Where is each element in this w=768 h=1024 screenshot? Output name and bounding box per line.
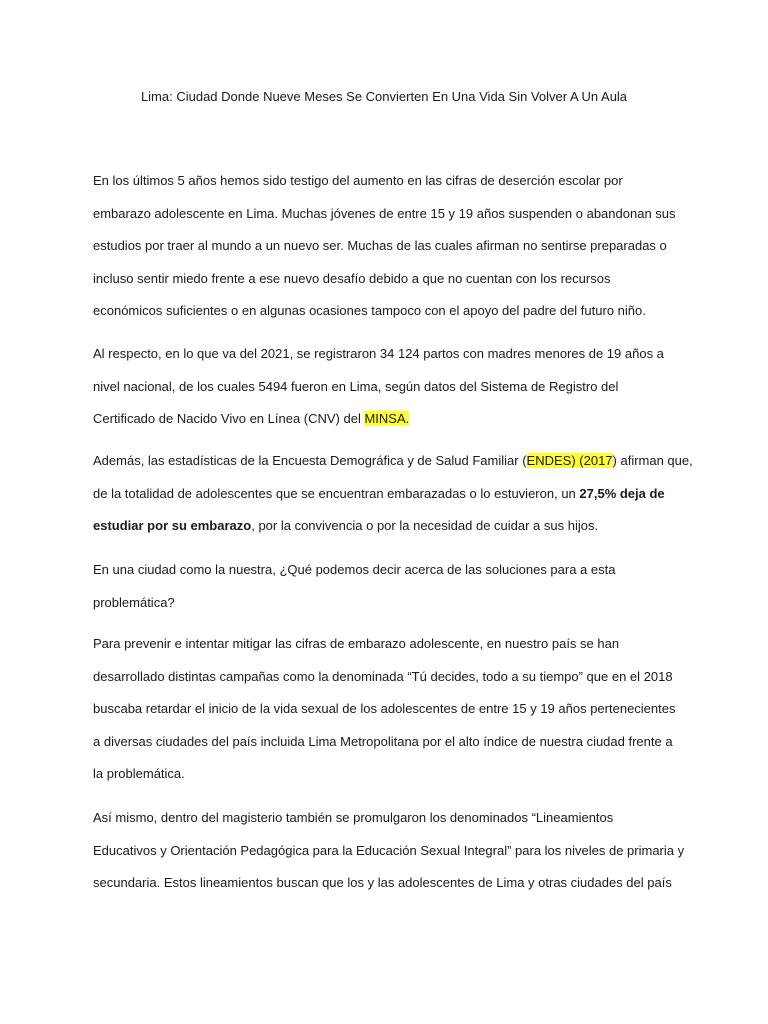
bold-statistic-continued: estudiar por su embarazo xyxy=(93,518,252,534)
paragraph-4 xyxy=(93,560,693,625)
paragraph-line: Así mismo, dentro del magisterio también se promulgaron los denominados “Lineamientos xyxy=(93,810,614,825)
paragraph-line xyxy=(93,451,693,484)
document-title: Lima: Ciudad Donde Nueve Meses Se Convierten En Una Vida Sin Volver A Un Aula xyxy=(140,89,628,104)
paragraph-line xyxy=(93,516,693,549)
paragraph-5 xyxy=(93,634,693,797)
paragraph-line: Educativos y Orientación Pedagógica para la Educación Sexual Integral” para los niveles de primaria y xyxy=(93,842,685,858)
paragraph-line: nivel nacional, de los cuales 5494 fueron en Lima, según datos del Sistema de Registro del xyxy=(93,378,619,394)
paragraph-line: embarazo adolescente en Lima. Muchas jóvenes de entre 15 y 19 años suspenden o abandonan sus xyxy=(93,205,676,221)
highlighted-source-endes: ENDES) (2017 xyxy=(526,453,613,468)
paragraph-line: secundaria. Estos lineamientos buscan que los y las adolescentes de Lima y otras ciudades del país xyxy=(93,875,672,891)
paragraph-line: desarrollado distintas campañas como la denominada “Tú decides, todo a su tiempo” que en el 2018 xyxy=(93,668,673,684)
paragraph-line: En los últimos 5 años hemos sido testigo del aumento en las cifras de deserción escolar por xyxy=(93,173,623,188)
paragraph-line: Al respecto, en lo que va del 2021, se registraron 34 124 partos con madres menores de 19 años a xyxy=(93,346,664,361)
paragraph-line: a diversas ciudades del país incluida Lima Metropolitana por el alto índice de nuestra ciudad frente a xyxy=(93,733,673,749)
paragraph-line: económicos suficientes o en algunas ocasiones tampoco con el apoyo del padre del futuro niño. xyxy=(93,303,646,319)
line-text: Certificado de Nacido Vivo en Línea (CNV) del xyxy=(93,411,365,427)
paragraph-6 xyxy=(93,808,693,906)
bold-statistic: 27,5% deja de xyxy=(579,485,665,501)
line-text: de la totalidad de adolescentes que se encuentran embarazadas o lo estuvieron, un xyxy=(93,485,580,501)
paragraph-2 xyxy=(93,344,693,442)
line-text: Además, las estadísticas de la Encuesta Demográfica y de Salud Familiar ( xyxy=(93,453,527,468)
paragraph-line: la problemática. xyxy=(93,766,185,782)
line-text: , por la convivencia o por la necesidad de cuidar a sus hijos. xyxy=(251,518,599,534)
paragraph-line xyxy=(93,484,693,517)
paragraph-line: incluso sentir miedo frente a ese nuevo desafío debido a que no cuentan con los recursos xyxy=(93,270,611,286)
line-text: ) afirman que, xyxy=(612,453,693,468)
paragraph-line: estudios por traer al mundo a un nuevo ser. Muchas de las cuales afirman no sentirse preparadas o xyxy=(93,238,667,254)
paragraph-line: Para prevenir e intentar mitigar las cifras de embarazo adolescente, en nuestro país se han xyxy=(93,636,620,651)
paragraph-line: problemática? xyxy=(93,594,175,610)
paragraph-1 xyxy=(93,171,693,334)
paragraph-line: En una ciudad como la nuestra, ¿Qué podemos decir acerca de las soluciones para a esta xyxy=(93,562,616,577)
paragraph-line: buscaba retardar el inicio de la vida sexual de los adolescentes de entre 15 y 19 años pertenecientes xyxy=(93,701,676,717)
paragraph-line xyxy=(93,409,693,442)
highlighted-source-minsa: MINSA. xyxy=(364,411,410,427)
paragraph-3 xyxy=(93,451,693,549)
